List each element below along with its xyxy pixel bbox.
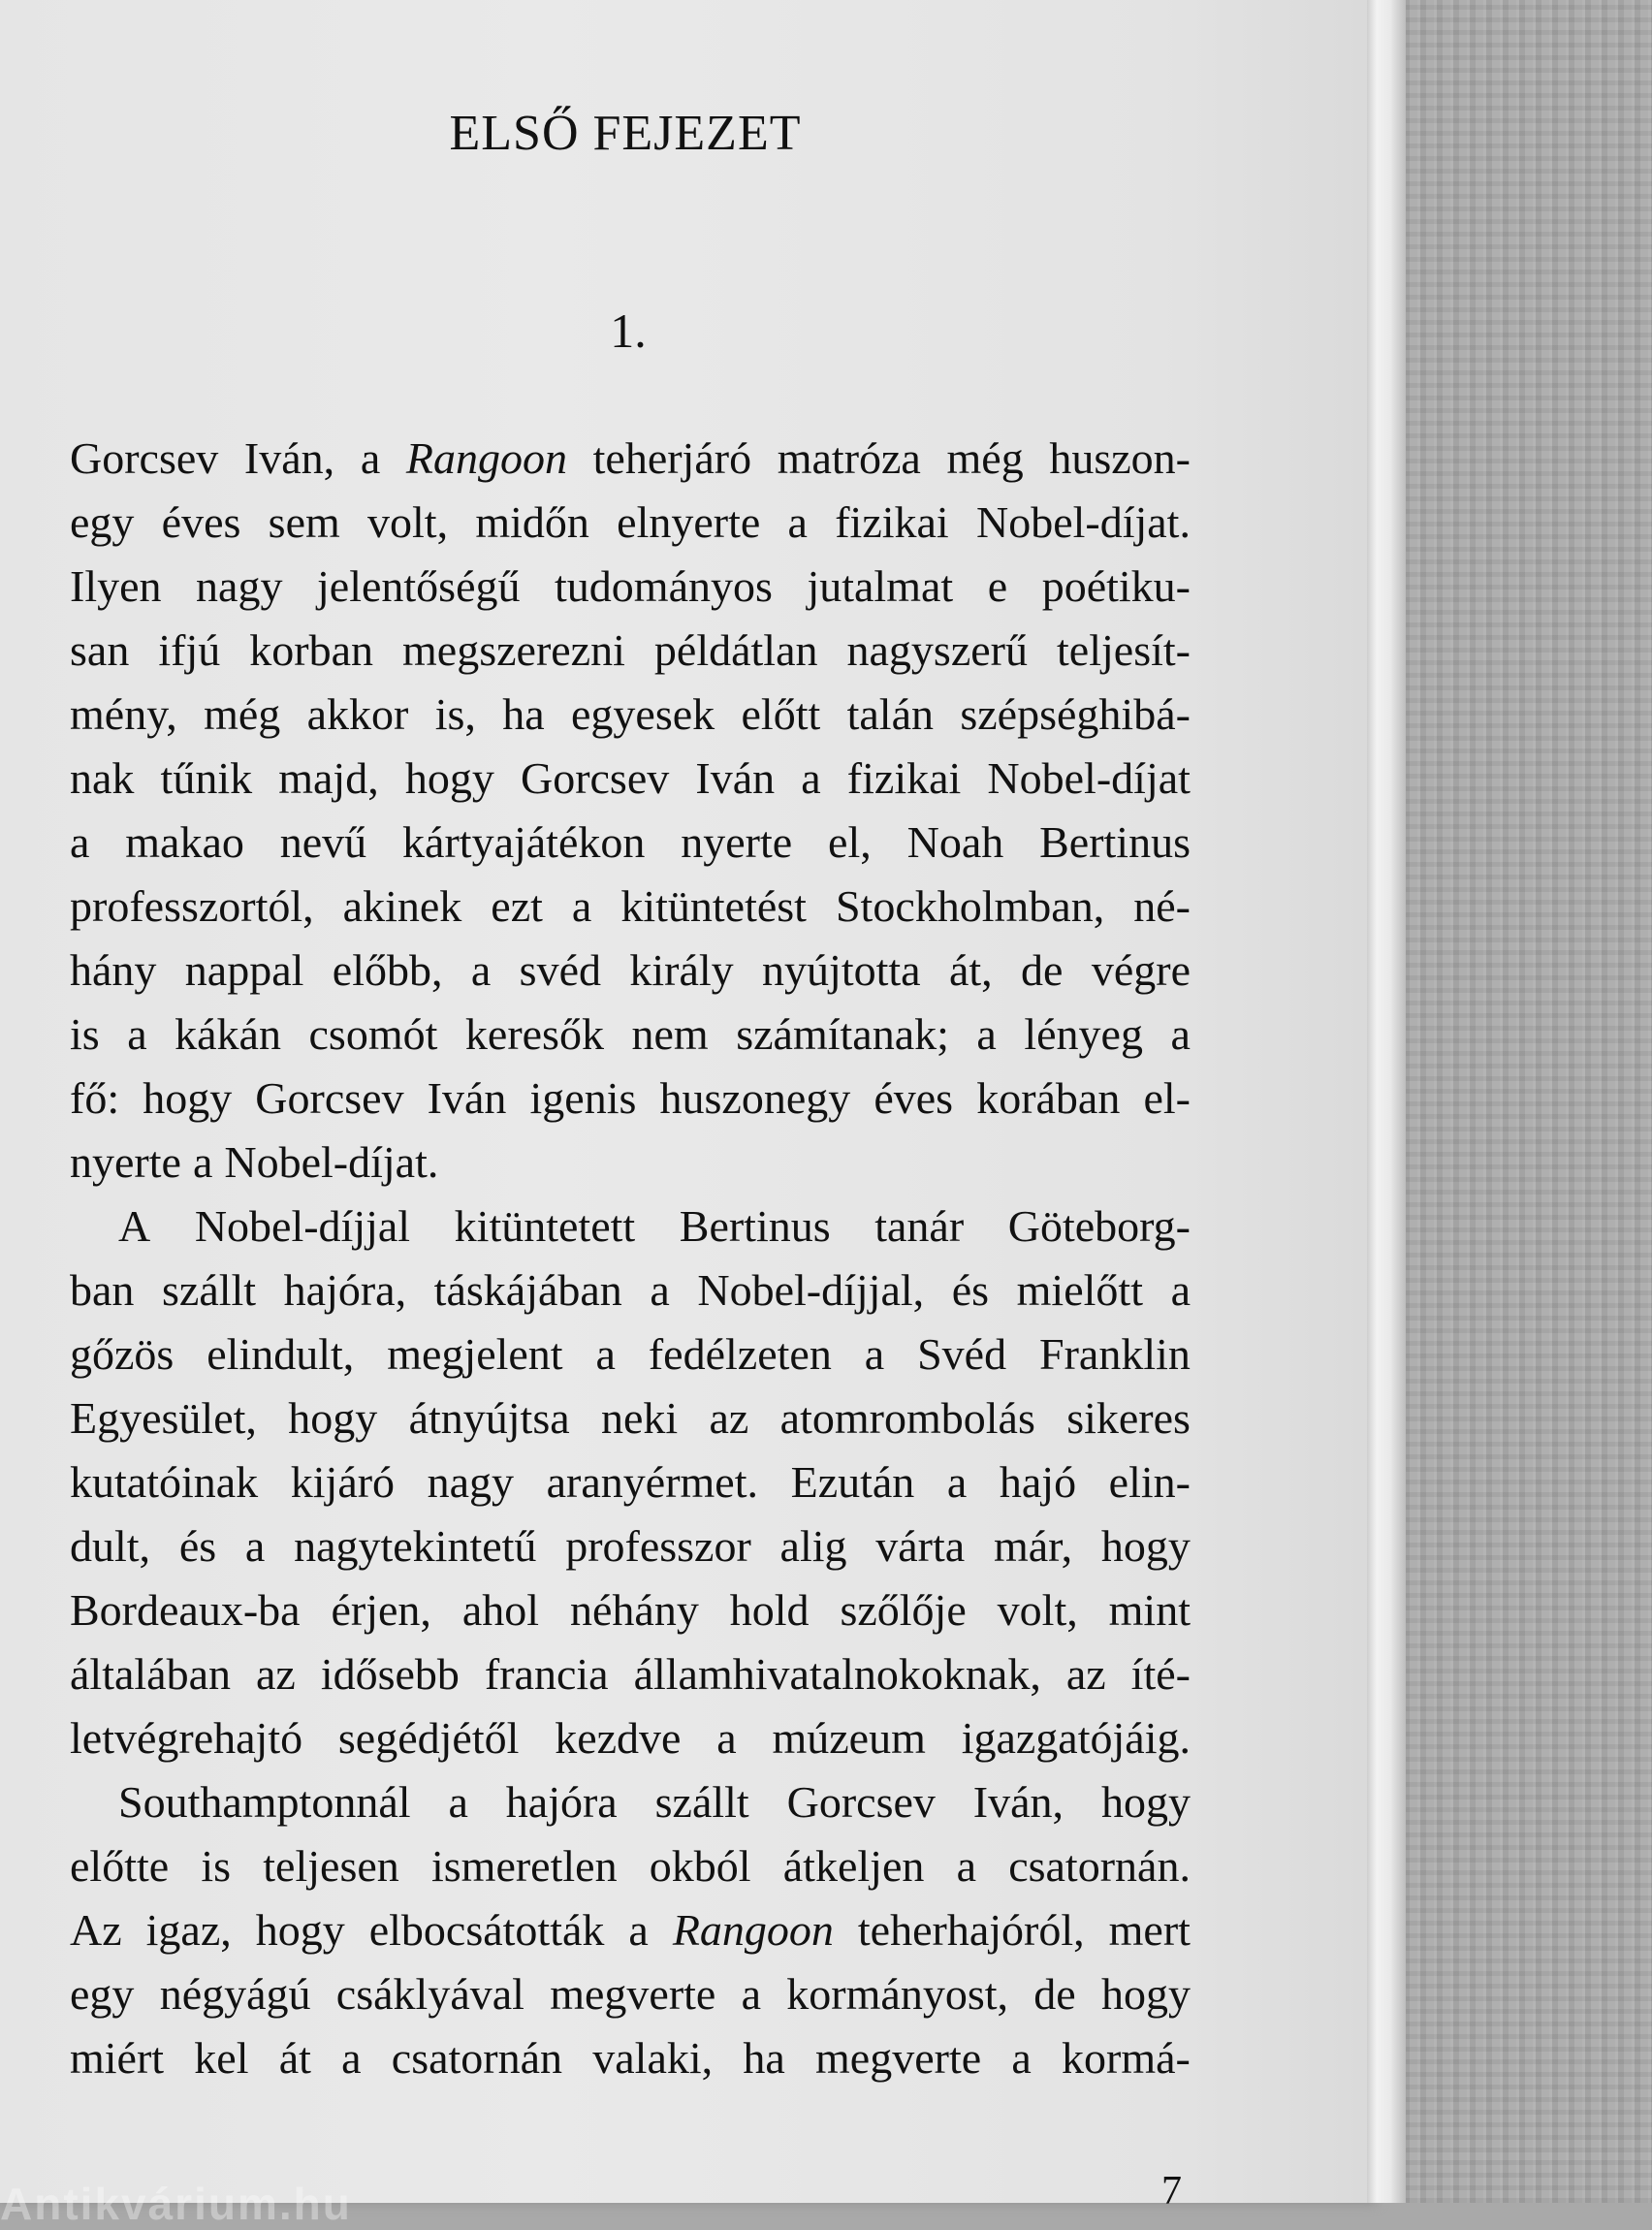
word: hajóra (505, 1777, 618, 1827)
text-line (70, 491, 1191, 555)
word: sem (268, 497, 340, 547)
word: Bertinus (1039, 817, 1191, 867)
word: az (1065, 1649, 1106, 1699)
word: megverte (550, 1969, 716, 2019)
word: fő: (70, 1073, 120, 1123)
word: Egyesület, (70, 1393, 257, 1443)
word: hány (70, 945, 157, 995)
word: volt, (367, 497, 449, 547)
word: néhány (569, 1585, 699, 1635)
word: teljesen (263, 1841, 399, 1891)
word: megjelent (387, 1329, 563, 1379)
word: el, (828, 817, 872, 867)
word: számítanak; (736, 1009, 949, 1059)
text-line (70, 939, 1191, 1003)
word: Ezután (790, 1457, 915, 1507)
word: hajóra, (283, 1265, 407, 1315)
word: kormányost, (786, 1969, 1008, 2019)
word: huszon- (1049, 433, 1191, 483)
word: valaki, (592, 2033, 714, 2083)
word: nevű (279, 817, 367, 867)
word: keresők (464, 1009, 604, 1059)
word: a (360, 433, 381, 483)
word: Gorcsev (786, 1777, 936, 1827)
word: mielőtt (1016, 1265, 1143, 1315)
word: professzor (565, 1521, 751, 1571)
chapter-title: ELSŐ FEJEZET (449, 106, 802, 161)
word: Nobel-díjat. (975, 497, 1191, 547)
word: a (628, 1905, 649, 1955)
word: a (787, 497, 808, 547)
text-line (70, 1898, 1191, 1962)
word: kákán (175, 1009, 281, 1059)
word: a (448, 1777, 468, 1827)
word: át (278, 2033, 311, 2083)
word: múzeum (772, 1713, 926, 1763)
word: szépséghibá- (960, 689, 1191, 739)
word: előtte (70, 1841, 170, 1891)
word: még (946, 433, 1024, 483)
word: A (118, 1201, 151, 1251)
word: az (256, 1649, 296, 1699)
word: tudományos (555, 561, 773, 611)
word: Gorcsev (70, 433, 219, 483)
word: elbocsátották (368, 1905, 605, 1955)
word: a (341, 2033, 362, 2083)
word: korban (249, 625, 373, 675)
word: a (192, 1137, 213, 1187)
word: még (204, 689, 281, 739)
word: fizikai (835, 497, 949, 547)
word: is (201, 1841, 232, 1891)
word: Gorcsev (520, 753, 670, 803)
word: mert (1108, 1905, 1191, 1955)
word: lényeg (1024, 1009, 1143, 1059)
word: okból (649, 1841, 751, 1891)
word: hajó (999, 1457, 1077, 1507)
word: a (650, 1265, 670, 1315)
watermark: Antikvárium.hu (0, 2179, 352, 2229)
word: Stockholmban, (835, 881, 1105, 931)
word: el- (1143, 1073, 1191, 1123)
word: példátlan (653, 625, 818, 675)
word: ifjú (158, 625, 221, 675)
word: várta (875, 1521, 966, 1571)
word: államhivatalnokoknak, (633, 1649, 1041, 1699)
word: Southamptonnál (118, 1777, 411, 1827)
text-line (70, 747, 1191, 811)
word: tanár (874, 1201, 965, 1251)
word: fedélzeten (648, 1329, 832, 1379)
word: makao (125, 817, 244, 867)
word: segédjétől (337, 1713, 520, 1763)
text-line (70, 683, 1191, 747)
word: Nobel-díjjal (194, 1201, 411, 1251)
word: íté- (1130, 1649, 1191, 1699)
word: idősebb (320, 1649, 460, 1699)
word: neki (600, 1393, 679, 1443)
word: szállt (162, 1265, 257, 1315)
word: Bertinus (679, 1201, 831, 1251)
word: jutalmat (807, 561, 954, 611)
word: Iván, (243, 433, 335, 483)
word: talán (846, 689, 935, 739)
word: kezdve (555, 1713, 682, 1763)
word: megverte (815, 2033, 982, 2083)
word: kitüntetett (454, 1201, 636, 1251)
text-line (70, 811, 1191, 875)
word: elin- (1108, 1457, 1191, 1507)
word: a (716, 1713, 737, 1763)
word: nagy (196, 561, 283, 611)
word: a (1170, 1265, 1191, 1315)
word: nappal (184, 945, 304, 995)
word: hold (729, 1585, 810, 1635)
word: Svéd (917, 1329, 1007, 1379)
text-line (70, 1067, 1191, 1131)
word: végre (1091, 945, 1191, 995)
word: Ilyen (70, 561, 162, 611)
word: előtt (741, 689, 821, 739)
word: hogy (1100, 1969, 1191, 2019)
page-edge (1367, 0, 1406, 2203)
word: mint (1108, 1585, 1191, 1635)
word: átnyújtsa (408, 1393, 570, 1443)
word: érjen, (331, 1585, 431, 1635)
word: akinek (342, 881, 462, 931)
word: svéd (519, 945, 601, 995)
page-number: 7 (1161, 2169, 1182, 2214)
word: szőlője (840, 1585, 967, 1635)
word: már, (993, 1521, 1073, 1571)
text-line (70, 2026, 1191, 2090)
text-line (70, 1578, 1191, 1642)
word: korában (976, 1073, 1121, 1123)
text-line (70, 1195, 1191, 1258)
word: Rangoon (405, 433, 567, 483)
text-line (70, 427, 1191, 491)
text-line (70, 1962, 1191, 2026)
word: egy (70, 1969, 135, 2019)
word: kormá- (1062, 2033, 1191, 2083)
word: igazgatójáig. (961, 1713, 1191, 1763)
word: igenis (529, 1073, 637, 1123)
word: de (1033, 1969, 1076, 2019)
word: Gorcsev (255, 1073, 404, 1123)
word: professzortól, (70, 881, 314, 931)
word: Rangoon (672, 1905, 834, 1955)
word: teljesít- (1057, 625, 1191, 675)
word: nagytekintetű (294, 1521, 537, 1571)
word: gőzös (70, 1329, 175, 1379)
word: né- (1133, 881, 1191, 931)
text-line (70, 1514, 1191, 1578)
word: a (595, 1329, 616, 1379)
word: teherhajóról, (857, 1905, 1085, 1955)
word: ha (743, 2033, 785, 2083)
text-line (70, 1258, 1191, 1322)
text-line (70, 1770, 1191, 1834)
text-line (70, 619, 1191, 683)
word: francia (484, 1649, 609, 1699)
word: a (70, 817, 90, 867)
word: a (244, 1521, 266, 1571)
word: Az (70, 1905, 122, 1955)
word: és (178, 1521, 217, 1571)
word: dult, (70, 1521, 151, 1571)
word: Noah (906, 817, 1004, 867)
word: midőn (475, 497, 589, 547)
word: ezt (491, 881, 543, 931)
word: letvégrehajtó (70, 1713, 303, 1763)
word: és (951, 1265, 990, 1315)
text-line (70, 1322, 1191, 1386)
word: egy (70, 497, 135, 547)
word: hogy (143, 1073, 233, 1123)
word: a (956, 1841, 976, 1891)
word: a (801, 753, 821, 803)
word: jelentőségű (317, 561, 521, 611)
word: kijáró (290, 1457, 396, 1507)
word: a (127, 1009, 147, 1059)
word: aranyérmet. (546, 1457, 759, 1507)
word: nagyszerű (846, 625, 1028, 675)
body-text (70, 427, 1191, 2090)
word: igaz, (145, 1905, 232, 1955)
word: Iván (695, 753, 776, 803)
word: kártyajátékon (402, 817, 646, 867)
text-line (70, 1450, 1191, 1514)
word: ismeretlen (430, 1841, 618, 1891)
word: Bordeaux-ba (70, 1585, 301, 1635)
text-line (70, 1834, 1191, 1898)
word: a (571, 881, 592, 931)
word: előbb, (332, 945, 443, 995)
word: ban (70, 1265, 135, 1315)
text-line (70, 1642, 1191, 1706)
word: a (470, 945, 492, 995)
word: ha (502, 689, 545, 739)
word: a (976, 1009, 997, 1059)
word: Nobel-díjat. (224, 1137, 439, 1187)
word: egyesek (571, 689, 715, 739)
word: megszerezni (402, 625, 625, 675)
word: nagy (427, 1457, 515, 1507)
text-line (70, 875, 1191, 939)
text-line (70, 1003, 1191, 1067)
text-line (70, 1386, 1191, 1450)
word: szállt (654, 1777, 749, 1827)
word: hogy (288, 1393, 378, 1443)
word: nak (70, 753, 135, 803)
word: huszonegy (659, 1073, 851, 1123)
word: táskájában (433, 1265, 622, 1315)
word: Göteborg- (1007, 1201, 1191, 1251)
word: nyerte (70, 1137, 181, 1187)
word: kutatóinak (70, 1457, 259, 1507)
word: a (1170, 1009, 1191, 1059)
word: sikeres (1066, 1393, 1191, 1443)
word: majd, (278, 753, 379, 803)
word: hogy (255, 1905, 345, 1955)
word: a (1011, 2033, 1032, 2083)
word: király (629, 945, 734, 995)
word: általában (70, 1649, 232, 1699)
word: hogy (404, 753, 494, 803)
word: kel (194, 2033, 249, 2083)
word: is, (434, 689, 476, 739)
word: tűnik (160, 753, 253, 803)
text-line (70, 555, 1191, 619)
word: csatornán. (1008, 1841, 1191, 1891)
word: Iván (427, 1073, 507, 1123)
word: éves (161, 497, 241, 547)
word: hogy (1100, 1521, 1191, 1571)
word: ahol (461, 1585, 540, 1635)
word: négyágú (159, 1969, 311, 2019)
word: csáklyával (335, 1969, 524, 2019)
word: a (864, 1329, 885, 1379)
word: elindult, (206, 1329, 355, 1379)
word: akkor (306, 689, 409, 739)
word: hogy (1100, 1777, 1191, 1827)
word: volt, (997, 1585, 1078, 1635)
word: nyerte (681, 817, 793, 867)
word: át, (948, 945, 993, 995)
word: alig (779, 1521, 847, 1571)
word: Franklin (1039, 1329, 1191, 1379)
word: csomót (308, 1009, 438, 1059)
word: a (741, 1969, 762, 2019)
word: san (70, 625, 130, 675)
text-line (70, 1131, 1191, 1195)
word: kitüntetést (620, 881, 807, 931)
word: de (1021, 945, 1064, 995)
word: éves (874, 1073, 954, 1123)
word: Nobel-díjjal, (697, 1265, 925, 1315)
word: teherjáró (592, 433, 752, 483)
word: átkeljen (782, 1841, 925, 1891)
text-line (70, 1706, 1191, 1770)
word: csatornán (391, 2033, 563, 2083)
word: Iván, (972, 1777, 1064, 1827)
word: matróza (777, 433, 921, 483)
word: a (946, 1457, 968, 1507)
word: nem (631, 1009, 709, 1059)
word: mény, (70, 689, 177, 739)
section-number: 1. (610, 303, 647, 358)
word: fizikai (846, 753, 962, 803)
word: az (709, 1393, 749, 1443)
word: miért (70, 2033, 165, 2083)
word: poétiku- (1041, 561, 1191, 611)
word: Nobel-díjat (987, 753, 1191, 803)
word: nyújtotta (762, 945, 921, 995)
word: e (987, 561, 1008, 611)
word: is (70, 1009, 100, 1059)
word: elnyerte (617, 497, 761, 547)
word: atomrombolás (779, 1393, 1035, 1443)
